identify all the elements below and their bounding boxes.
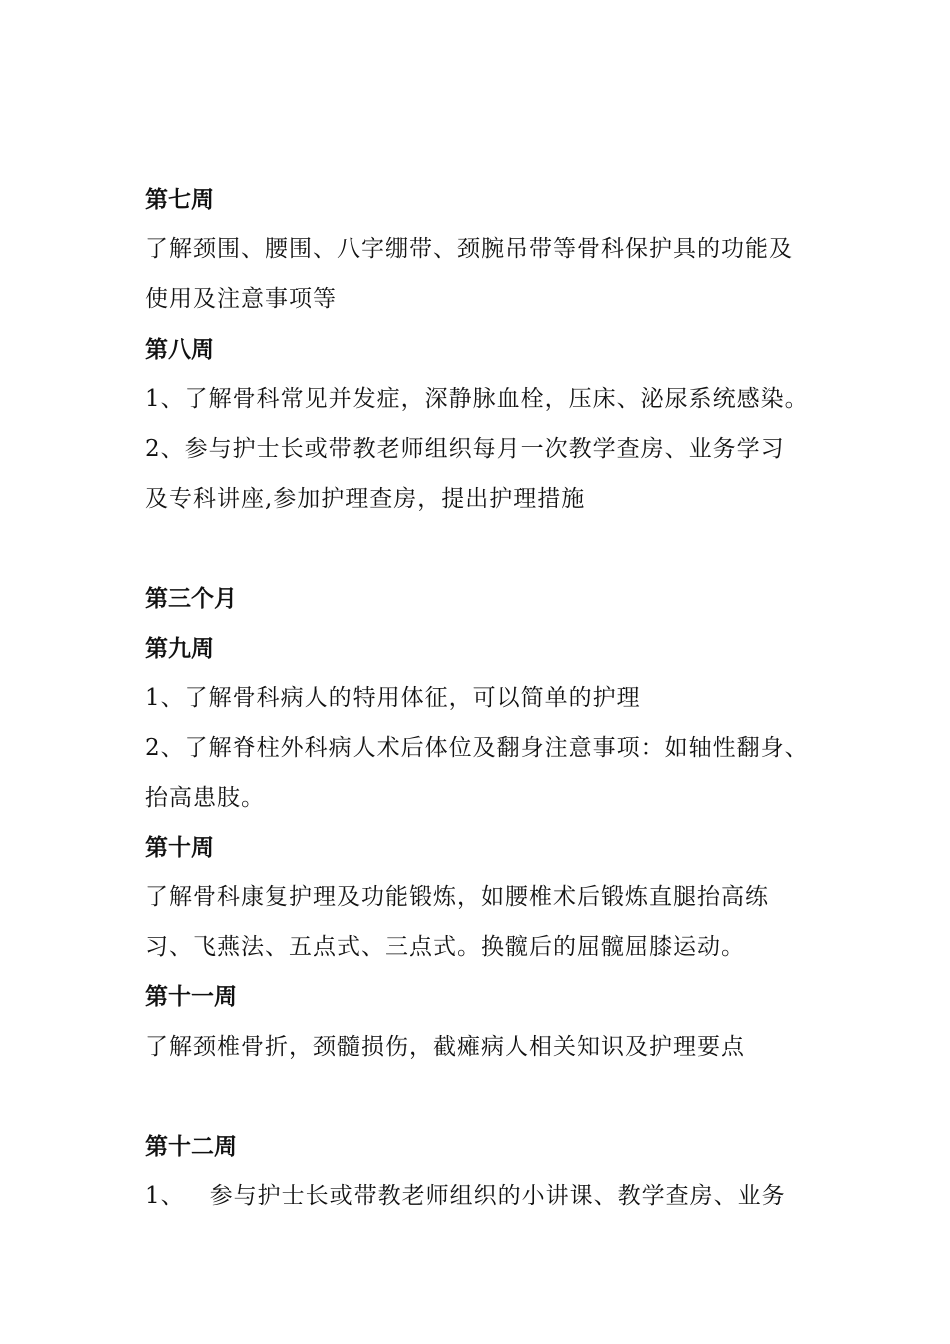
week10-heading: 第十周	[145, 835, 214, 861]
week12-heading: 第十二周	[145, 1134, 237, 1160]
week11-text-line: 了解颈椎骨折，颈髓损伤，截瘫病人相关知识及护理要点	[145, 1034, 745, 1060]
week8-text-line: 1、了解骨科常见并发症，深静脉血栓，压床、泌尿系统感染。	[145, 386, 809, 412]
week10-text-line: 习、飞燕法、五点式、三点式。换髋后的屈髋屈膝运动。	[145, 934, 745, 960]
week12-text-line: 1、 参与护士长或带教老师组织的小讲课、教学查房、业务	[145, 1183, 786, 1209]
week9-text-line: 1、了解骨科病人的特用体征，可以简单的护理	[145, 685, 641, 711]
month3-heading: 第三个月	[145, 586, 237, 612]
week9-heading: 第九周	[145, 636, 214, 662]
week9-text-line: 抬高患肢。	[145, 785, 265, 811]
week8-heading: 第八周	[145, 337, 214, 363]
week8-text-line: 2、参与护士长或带教老师组织每月一次教学查房、业务学习	[145, 436, 785, 462]
week11-heading: 第十一周	[145, 984, 237, 1010]
week7-text-line: 使用及注意事项等	[145, 286, 337, 312]
week7-heading: 第七周	[145, 187, 214, 213]
week7-text-line: 了解颈围、腰围、八字绷带、颈腕吊带等骨科保护具的功能及	[145, 236, 793, 262]
week10-text-line: 了解骨科康复护理及功能锻炼，如腰椎术后锻炼直腿抬高练	[145, 884, 769, 910]
week9-text-line: 2、了解脊柱外科病人术后体位及翻身注意事项：如轴性翻身、	[145, 735, 809, 761]
week8-text-line: 及专科讲座,参加护理查房，提出护理措施	[145, 486, 586, 512]
